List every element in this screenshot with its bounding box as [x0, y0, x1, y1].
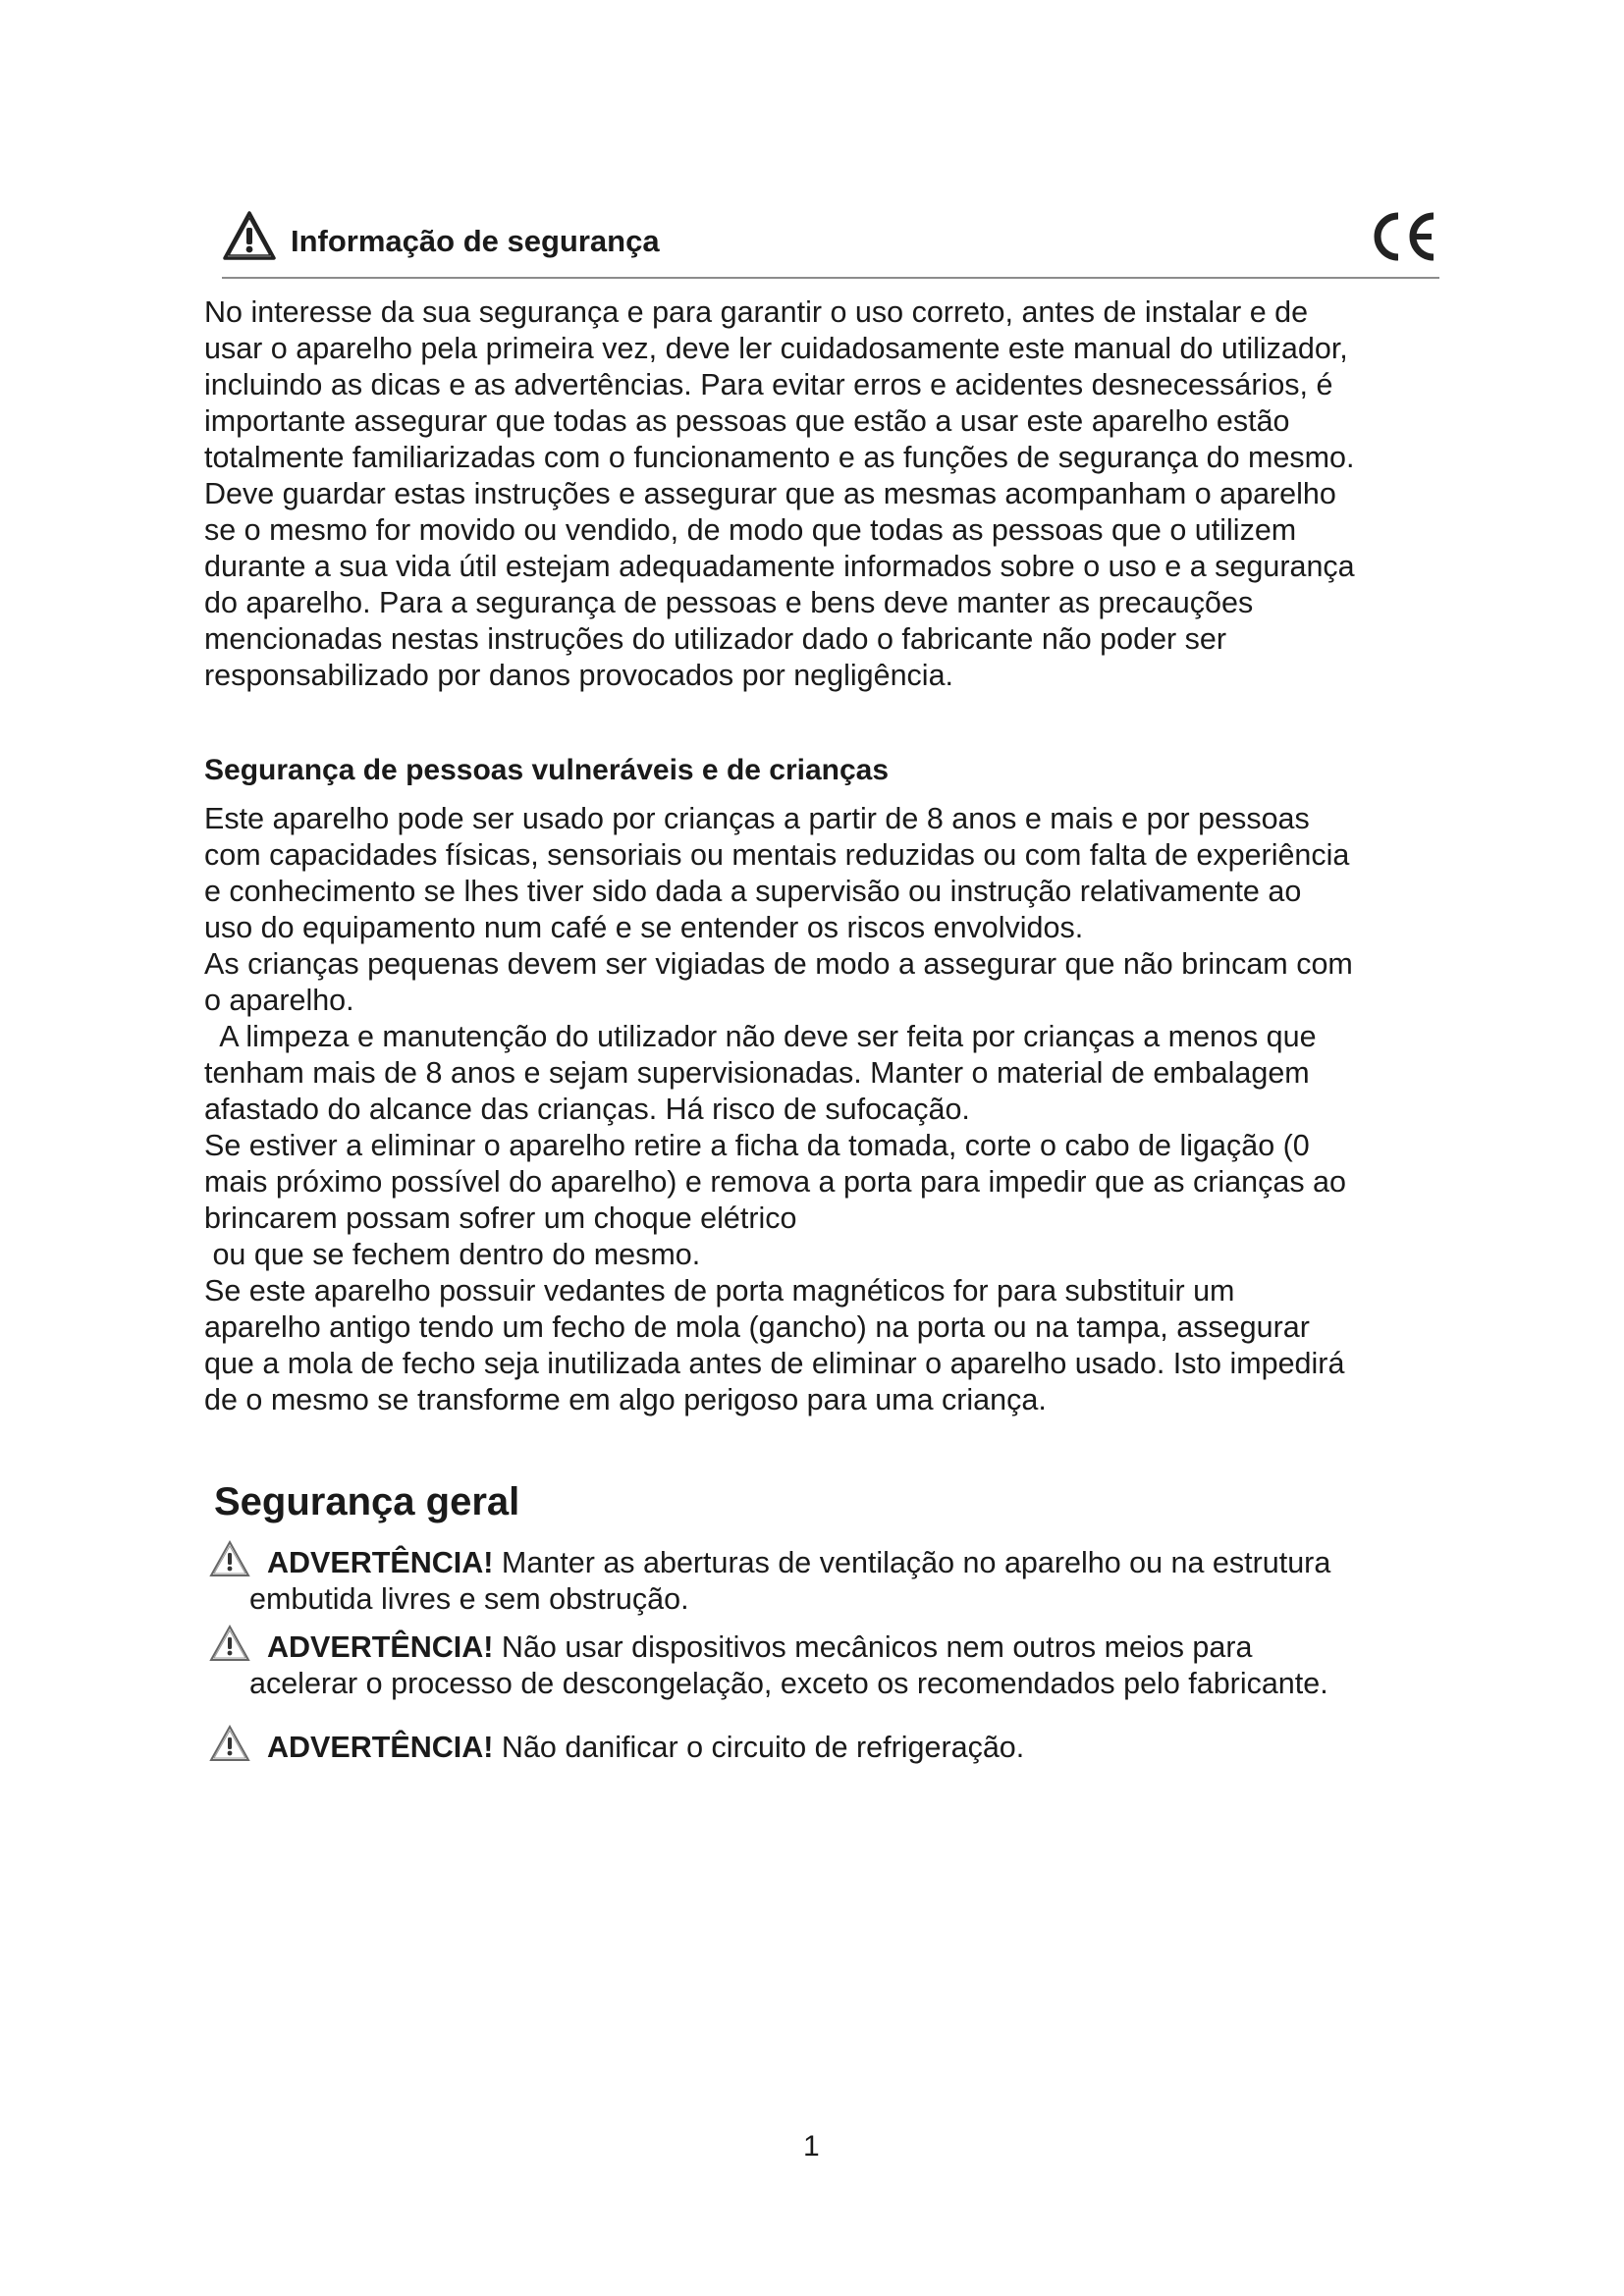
intro-line: No interesse da sua segurança e para garantir o uso correto, antes de instalar e de — [204, 295, 1309, 329]
vulnerable-line: Este aparelho pode ser usado por crianças a partir de 8 anos e mais e por pessoas — [204, 802, 1310, 835]
warning-label: ADVERTÊNCIA! — [267, 1546, 494, 1579]
vulnerable-section-title: Segurança de pessoas vulneráveis e de crianças — [204, 754, 890, 786]
intro-line: mencionadas nestas instruções do utilizador dado o fabricante não poder ser — [204, 622, 1227, 656]
warning-label: ADVERTÊNCIA! — [267, 1630, 494, 1664]
vulnerable-line: Se este aparelho possuir vedantes de porta magnéticos for para substituir um — [204, 1274, 1235, 1308]
warning-label: ADVERTÊNCIA! — [267, 1731, 494, 1764]
warning-triangle-icon — [208, 1724, 251, 1763]
vulnerable-paragraph — [204, 801, 1441, 1418]
vulnerable-line: o aparelho. — [204, 984, 354, 1017]
warning-body: Manter as aberturas de ventilação no aparelho ou na estrutura — [493, 1546, 1331, 1579]
vulnerable-line: mais próximo possível do aparelho) e remova a porta para impedir que as crianças ao — [204, 1165, 1346, 1199]
general-section-title: Segurança geral — [214, 1480, 520, 1523]
vulnerable-line: Se estiver a eliminar o aparelho retire a ficha da tomada, corte o cabo de ligação (0 — [204, 1129, 1310, 1162]
vulnerable-line: As crianças pequenas devem ser vigiadas de modo a assegurar que não brincam com — [204, 947, 1353, 981]
vulnerable-line: tenham mais de 8 anos e sejam supervisionadas. Manter o material de embalagem — [204, 1056, 1310, 1090]
warning-triangle-icon — [222, 210, 277, 261]
warning-continuation: embutida livres e sem obstrução. — [249, 1582, 689, 1616]
warning-continuation: acelerar o processo de descongelação, exceto os recomendados pelo fabricante. — [249, 1667, 1328, 1700]
warning-body: Não danificar o circuito de refrigeração. — [493, 1731, 1025, 1764]
intro-line: responsabilizado por danos provocados por negligência. — [204, 659, 954, 692]
vulnerable-line: A limpeza e manutenção do utilizador não deve ser feita por crianças a menos que — [204, 1020, 1317, 1053]
warning-body: Não usar dispositivos mecânicos nem outros meios para — [493, 1630, 1253, 1664]
vulnerable-line: uso do equipamento num café e se entender os riscos envolvidos. — [204, 911, 1084, 944]
page-number: 1 — [803, 2130, 820, 2163]
intro-line: durante a sua vida útil estejam adequadamente informados sobre o uso e a segurança — [204, 550, 1355, 583]
vulnerable-line: e conhecimento se lhes tiver sido dada a supervisão ou instrução relativamente ao — [204, 875, 1302, 908]
intro-paragraph — [204, 294, 1441, 694]
intro-line: importante assegurar que todas as pessoas que estão a usar este aparelho estão — [204, 404, 1290, 438]
warning-triangle-icon — [208, 1624, 251, 1663]
warning-text — [267, 1629, 1252, 1666]
vulnerable-line: ou que se fechem dentro do mesmo. — [204, 1238, 701, 1271]
warning-text — [267, 1545, 1330, 1581]
section-header — [222, 208, 1439, 279]
intro-line: se o mesmo for movido ou vendido, de modo que todas as pessoas que o utilizem — [204, 513, 1297, 547]
intro-line: do aparelho. Para a segurança de pessoas e bens deve manter as precauções — [204, 586, 1254, 619]
intro-line: totalmente familiarizadas com o funcionamento e as funções de segurança do mesmo. — [204, 441, 1355, 474]
vulnerable-line: com capacidades físicas, sensoriais ou mentais reduzidas ou com falta de experiência — [204, 838, 1350, 872]
ce-mark-icon — [1369, 208, 1439, 265]
intro-line: usar o aparelho pela primeira vez, deve ler cuidadosamente este manual do utilizador, — [204, 332, 1348, 365]
vulnerable-line: aparelho antigo tendo um fecho de mola (gancho) na porta ou na tampa, assegurar — [204, 1310, 1310, 1344]
intro-line: incluindo as dicas e as advertências. Para evitar erros e acidentes desnecessários, é — [204, 368, 1333, 401]
intro-line: Deve guardar estas instruções e assegurar que as mesmas acompanham o aparelho — [204, 477, 1336, 510]
vulnerable-line: de o mesmo se transforme em algo perigoso para uma criança. — [204, 1383, 1047, 1416]
vulnerable-line: brincarem possam sofrer um choque elétrico — [204, 1201, 797, 1235]
warning-triangle-icon — [208, 1539, 251, 1578]
warning-text — [267, 1730, 1024, 1766]
vulnerable-line: afastado do alcance das crianças. Há risco de sufocação. — [204, 1093, 970, 1126]
vulnerable-line: que a mola de fecho seja inutilizada antes de eliminar o aparelho usado. Isto impedirá — [204, 1347, 1345, 1380]
page-title: Informação de segurança — [291, 224, 660, 258]
